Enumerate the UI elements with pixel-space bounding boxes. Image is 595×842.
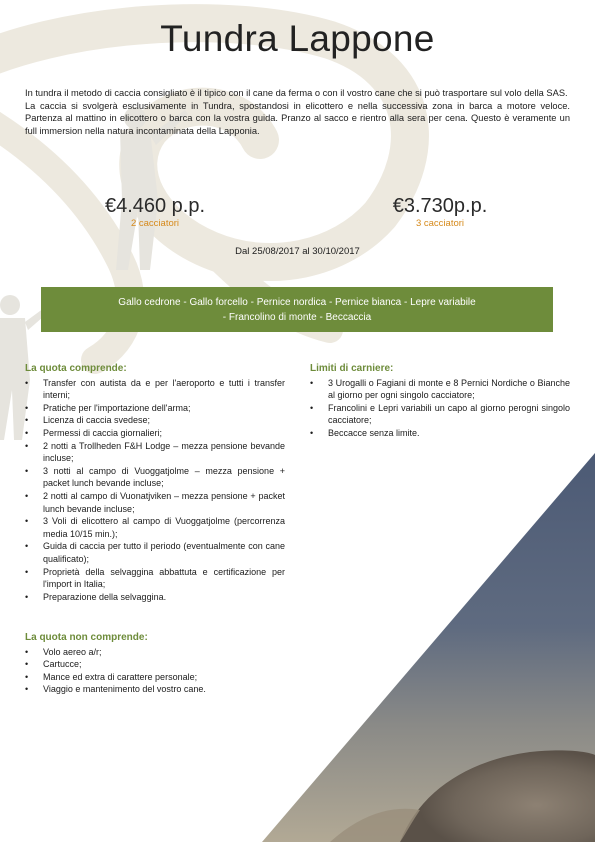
bag-limits-list (310, 377, 570, 440)
price-amount: €3.730p.p. (392, 195, 488, 217)
intro-text (25, 87, 570, 137)
list-item: • Preparazione della selvaggina. (25, 591, 285, 604)
intro-paragraph-1: In tundra il metodo di caccia consigliato è il tipico con il cane da ferma o con il vostro cane che si può trasportare sul volo della SAS. (25, 88, 568, 98)
price-3-hunters (345, 195, 535, 229)
price-hunters-label: 2 cacciatori (130, 218, 180, 229)
list-item: • Beccacce senza limite. (310, 427, 570, 440)
excludes-section (25, 632, 285, 696)
list-item: • Guida di caccia per tutto il periodo (eventualmente con cane qualificato); (25, 540, 285, 565)
list-item: • Pratiche per l'importazione dell'arma; (25, 402, 285, 415)
list-item: • Permessi di caccia giornalieri; (25, 427, 285, 440)
list-item: • Licenza di caccia svedese; (25, 414, 285, 427)
excludes-list (25, 646, 285, 696)
list-item: • 2 notti a Trollheden F&H Lodge – mezza pensione bevande incluse; (25, 440, 285, 465)
price-2-hunters (60, 195, 250, 229)
species-banner (41, 287, 553, 332)
includes-section (25, 363, 285, 603)
date-range: Dal 25/08/2017 al 30/10/2017 (235, 246, 360, 257)
includes-list (25, 377, 285, 604)
list-item: • 3 Voli di elicottero al campo di Vuoggatjolme (percorrenza media 10/15 min.); (25, 515, 285, 540)
price-hunters-label: 3 cacciatori (415, 218, 465, 229)
list-item: • 3 notti al campo di Vuoggatjolme – mezza pensione + packet lunch bevande incluse; (25, 465, 285, 490)
list-item: • Viaggio e mantenimento del vostro cane. (25, 683, 285, 696)
includes-heading: La quota comprende: (25, 363, 127, 374)
page-title: Tundra Lappone (160, 18, 435, 59)
list-item: • Transfer con autista da e per l'aeroporto e tutti i transfer interni; (25, 377, 285, 402)
bag-limits-section (310, 363, 570, 440)
list-item: • Francolini e Lepri variabili un capo al giorno perogni singolo cacciatore; (310, 402, 570, 427)
list-item: • Cartucce; (25, 658, 285, 671)
species-line-1: Gallo cedrone - Gallo forcello - Pernice nordica - Pernice bianca - Lepre variabile (118, 296, 476, 308)
list-item: • 3 Urogalli o Fagiani di monte e 8 Pernici Nordiche o Bianche al giorno per ogni singolo cacciatore; (310, 377, 570, 402)
bag-limits-heading: Limiti di carniere: (310, 363, 394, 374)
list-item: • Mance ed extra di carattere personale; (25, 671, 285, 684)
species-line-2: - Francolino di monte - Beccaccia (222, 311, 372, 323)
intro-paragraph-2: La caccia si svolgerà esclusivamente in Tundra, spostandosi in elicottero e nella successiva zona in barca a motore veloce. Partenza al mattino in elicottero o barca con la vostra guida. Pranzo al sacco e rientro alla sera per cena. Questo è veramente un full immersion nella natura incontaminata della Lapponia. (25, 100, 570, 136)
excludes-heading: La quota non comprende: (25, 632, 148, 643)
price-amount: €4.460 p.p. (104, 195, 206, 217)
list-item: • Proprietà della selvaggina abbattuta e certificazione per l'import in Italia; (25, 566, 285, 591)
list-item: • 2 notti al campo di Vuonatjviken – mezza pensione + packet lunch bevande incluse; (25, 490, 285, 515)
list-item: • Volo aereo a/r; (25, 646, 285, 659)
